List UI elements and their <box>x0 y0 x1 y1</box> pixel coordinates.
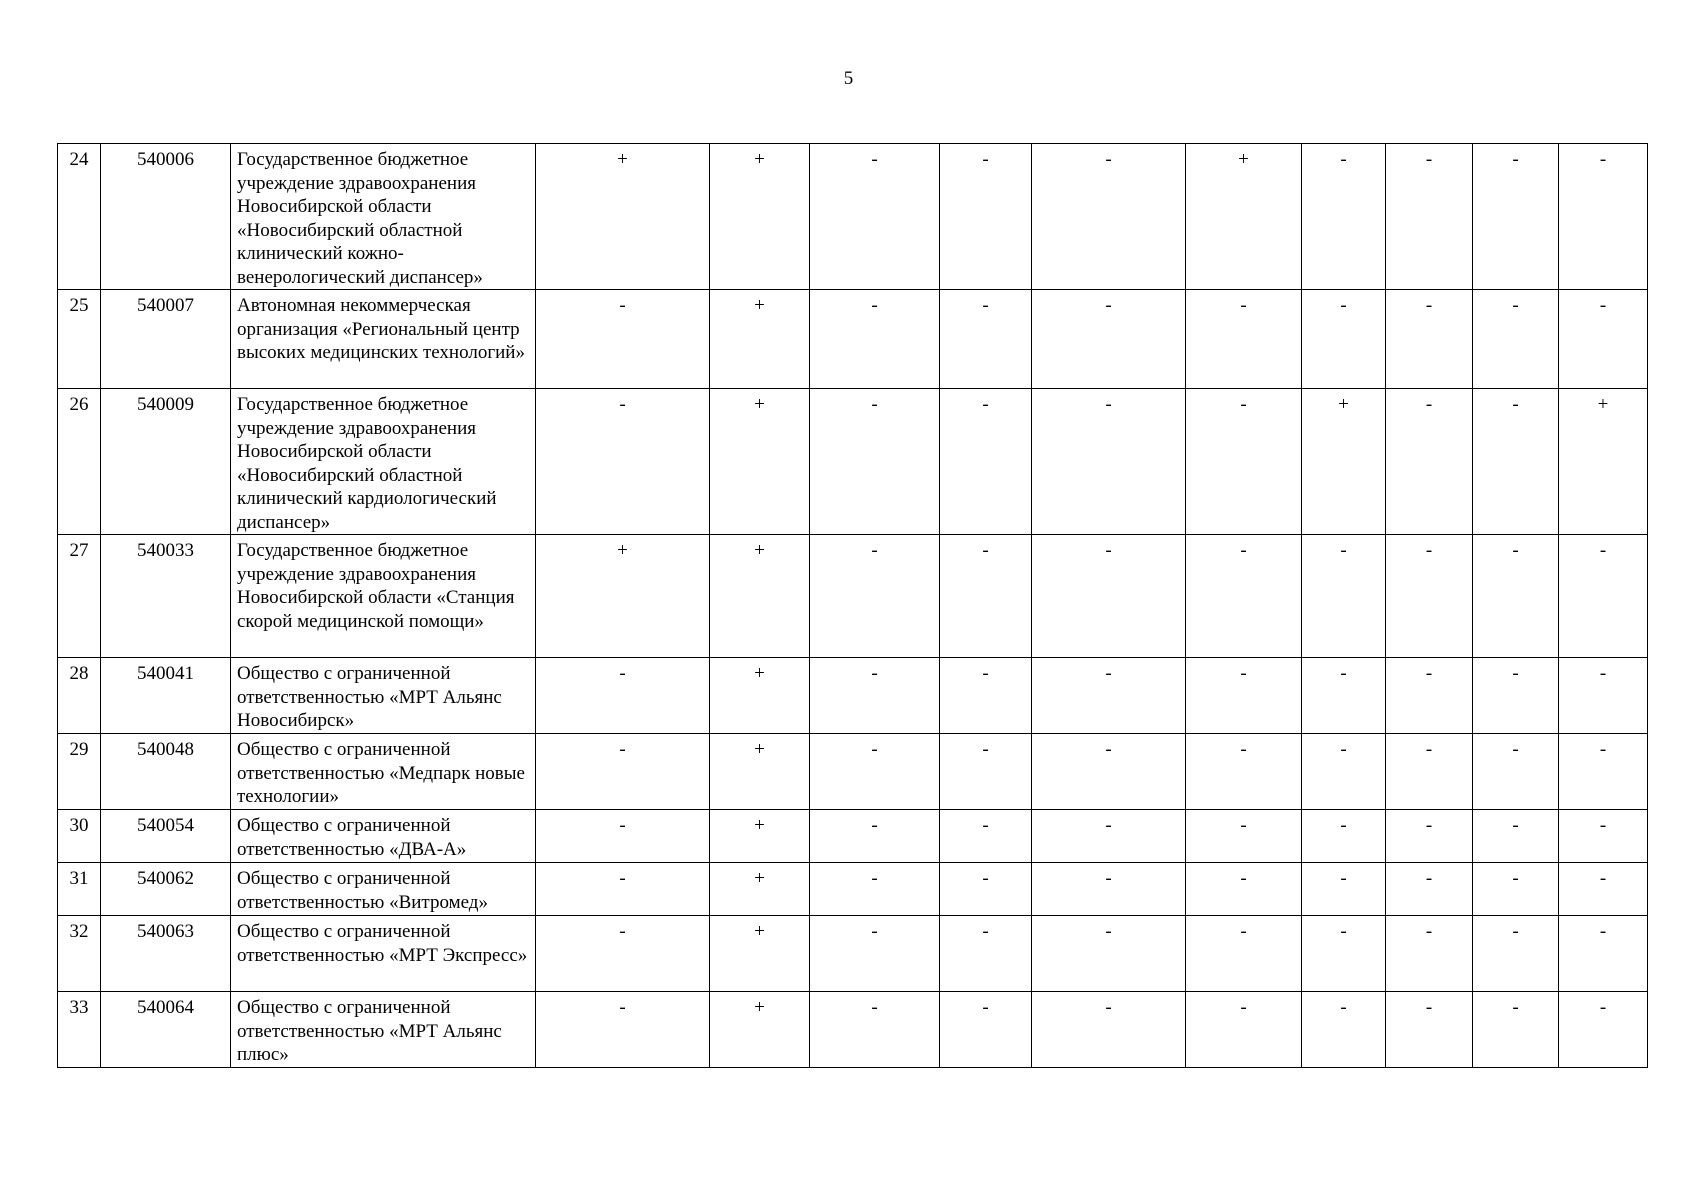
mark-cell-col-9: - <box>1473 144 1559 290</box>
mark-cell-col-9: - <box>1473 535 1559 658</box>
table-row <box>58 290 1648 389</box>
mark-cell-col-7: - <box>1302 658 1386 734</box>
mark-cell-col-5: - <box>1032 863 1186 916</box>
mark-cell-col-8: - <box>1386 290 1473 389</box>
mark-cell-col-2: + <box>710 863 810 916</box>
mark-cell-col-4: - <box>940 290 1032 389</box>
organization-name-cell: Государственное бюджетное учреждение здравоохранения Новосибирской области «Станция скорой медицинской помощи» <box>231 535 536 658</box>
registry-code-cell: 540041 <box>101 658 231 734</box>
mark-cell-col-2: + <box>710 144 810 290</box>
mark-cell-col-2: + <box>710 290 810 389</box>
page-number: 5 <box>843 68 854 89</box>
organization-name-cell: Государственное бюджетное учреждение здравоохранения Новосибирской области «Новосибирский областной клинический кожно-венерологический диспансер» <box>231 144 536 290</box>
mark-cell-col-7: - <box>1302 734 1386 810</box>
mark-cell-col-5: - <box>1032 734 1186 810</box>
mark-cell-col-8: - <box>1386 863 1473 916</box>
mark-cell-col-10: - <box>1559 810 1648 863</box>
mark-cell-col-3: - <box>810 863 940 916</box>
mark-cell-col-10: - <box>1559 916 1648 992</box>
table-row <box>58 535 1648 658</box>
mark-cell-col-3: - <box>810 734 940 810</box>
table-row <box>58 389 1648 535</box>
mark-cell-col-5: - <box>1032 144 1186 290</box>
registry-code-cell: 540063 <box>101 916 231 992</box>
mark-cell-col-6: - <box>1186 863 1302 916</box>
mark-cell-col-9: - <box>1473 916 1559 992</box>
mark-cell-col-1: - <box>536 916 710 992</box>
mark-cell-col-10: - <box>1559 734 1648 810</box>
mark-cell-col-3: - <box>810 290 940 389</box>
mark-cell-col-7: + <box>1302 389 1386 535</box>
mark-cell-col-10: - <box>1559 144 1648 290</box>
registry-code-cell: 540009 <box>101 389 231 535</box>
mark-cell-col-8: - <box>1386 992 1473 1068</box>
row-number-cell: 30 <box>58 810 101 863</box>
mark-cell-col-6: + <box>1186 144 1302 290</box>
mark-cell-col-7: - <box>1302 992 1386 1068</box>
mark-cell-col-6: - <box>1186 992 1302 1068</box>
mark-cell-col-3: - <box>810 658 940 734</box>
mark-cell-col-6: - <box>1186 389 1302 535</box>
organization-name-cell: Общество с ограниченной ответственностью «ДВА-А» <box>231 810 536 863</box>
mark-cell-col-4: - <box>940 992 1032 1068</box>
organization-name-cell: Автономная некоммерческая организация «Региональный центр высоких медицинских технологий» <box>231 290 536 389</box>
mark-cell-col-10: - <box>1559 992 1648 1068</box>
mark-cell-col-6: - <box>1186 290 1302 389</box>
table-row <box>58 916 1648 992</box>
mark-cell-col-10: - <box>1559 535 1648 658</box>
mark-cell-col-7: - <box>1302 863 1386 916</box>
mark-cell-col-6: - <box>1186 916 1302 992</box>
mark-cell-col-5: - <box>1032 290 1186 389</box>
mark-cell-col-5: - <box>1032 658 1186 734</box>
mark-cell-col-2: + <box>710 992 810 1068</box>
medical-organizations-table <box>57 143 1648 1068</box>
mark-cell-col-8: - <box>1386 389 1473 535</box>
row-number-cell: 26 <box>58 389 101 535</box>
organization-name-cell: Общество с ограниченной ответственностью «Медпарк новые технологии» <box>231 734 536 810</box>
mark-cell-col-7: - <box>1302 535 1386 658</box>
mark-cell-col-8: - <box>1386 535 1473 658</box>
mark-cell-col-1: + <box>536 144 710 290</box>
row-number-cell: 31 <box>58 863 101 916</box>
mark-cell-col-6: - <box>1186 810 1302 863</box>
mark-cell-col-3: - <box>810 535 940 658</box>
mark-cell-col-1: - <box>536 658 710 734</box>
mark-cell-col-5: - <box>1032 389 1186 535</box>
registry-code-cell: 540048 <box>101 734 231 810</box>
mark-cell-col-4: - <box>940 144 1032 290</box>
row-number-cell: 33 <box>58 992 101 1068</box>
mark-cell-col-8: - <box>1386 144 1473 290</box>
registry-code-cell: 540033 <box>101 535 231 658</box>
mark-cell-col-5: - <box>1032 535 1186 658</box>
mark-cell-col-9: - <box>1473 992 1559 1068</box>
mark-cell-col-7: - <box>1302 290 1386 389</box>
mark-cell-col-9: - <box>1473 658 1559 734</box>
mark-cell-col-2: + <box>710 389 810 535</box>
table-row <box>58 734 1648 810</box>
registry-code-cell: 540007 <box>101 290 231 389</box>
mark-cell-col-8: - <box>1386 810 1473 863</box>
mark-cell-col-7: - <box>1302 144 1386 290</box>
row-number-cell: 27 <box>58 535 101 658</box>
registry-code-cell: 540062 <box>101 863 231 916</box>
mark-cell-col-4: - <box>940 916 1032 992</box>
mark-cell-col-2: + <box>710 916 810 992</box>
mark-cell-col-4: - <box>940 658 1032 734</box>
mark-cell-col-9: - <box>1473 810 1559 863</box>
organization-name-cell: Общество с ограниченной ответственностью «МРТ Альянс плюс» <box>231 992 536 1068</box>
mark-cell-col-3: - <box>810 389 940 535</box>
mark-cell-col-1: - <box>536 389 710 535</box>
table-row <box>58 144 1648 290</box>
mark-cell-col-4: - <box>940 863 1032 916</box>
row-number-cell: 28 <box>58 658 101 734</box>
mark-cell-col-9: - <box>1473 290 1559 389</box>
organization-name-cell: Общество с ограниченной ответственностью «МРТ Альянс Новосибирск» <box>231 658 536 734</box>
mark-cell-col-3: - <box>810 916 940 992</box>
row-number-cell: 29 <box>58 734 101 810</box>
mark-cell-col-3: - <box>810 992 940 1068</box>
mark-cell-col-4: - <box>940 535 1032 658</box>
table-body <box>58 144 1648 1068</box>
mark-cell-col-1: - <box>536 863 710 916</box>
registry-code-cell: 540006 <box>101 144 231 290</box>
organization-name-cell: Общество с ограниченной ответственностью «МРТ Экспресс» <box>231 916 536 992</box>
mark-cell-col-9: - <box>1473 734 1559 810</box>
mark-cell-col-2: + <box>710 535 810 658</box>
mark-cell-col-10: - <box>1559 290 1648 389</box>
row-number-cell: 32 <box>58 916 101 992</box>
mark-cell-col-3: - <box>810 144 940 290</box>
table-row <box>58 863 1648 916</box>
mark-cell-col-1: - <box>536 734 710 810</box>
mark-cell-col-8: - <box>1386 734 1473 810</box>
mark-cell-col-6: - <box>1186 658 1302 734</box>
mark-cell-col-1: - <box>536 992 710 1068</box>
row-number-cell: 25 <box>58 290 101 389</box>
registry-code-cell: 540054 <box>101 810 231 863</box>
mark-cell-col-2: + <box>710 658 810 734</box>
mark-cell-col-4: - <box>940 734 1032 810</box>
mark-cell-col-7: - <box>1302 916 1386 992</box>
mark-cell-col-6: - <box>1186 734 1302 810</box>
mark-cell-col-6: - <box>1186 535 1302 658</box>
mark-cell-col-3: - <box>810 810 940 863</box>
organization-name-cell: Общество с ограниченной ответственностью «Витромед» <box>231 863 536 916</box>
table-row <box>58 810 1648 863</box>
mark-cell-col-1: - <box>536 810 710 863</box>
registry-code-cell: 540064 <box>101 992 231 1068</box>
mark-cell-col-1: - <box>536 290 710 389</box>
mark-cell-col-5: - <box>1032 916 1186 992</box>
table-row <box>58 658 1648 734</box>
mark-cell-col-1: + <box>536 535 710 658</box>
mark-cell-col-7: - <box>1302 810 1386 863</box>
mark-cell-col-10: - <box>1559 658 1648 734</box>
mark-cell-col-10: - <box>1559 863 1648 916</box>
row-number-cell: 24 <box>58 144 101 290</box>
mark-cell-col-2: + <box>710 810 810 863</box>
mark-cell-col-2: + <box>710 734 810 810</box>
table-row <box>58 992 1648 1068</box>
mark-cell-col-8: - <box>1386 916 1473 992</box>
mark-cell-col-10: + <box>1559 389 1648 535</box>
mark-cell-col-9: - <box>1473 863 1559 916</box>
mark-cell-col-8: - <box>1386 658 1473 734</box>
mark-cell-col-4: - <box>940 389 1032 535</box>
mark-cell-col-4: - <box>940 810 1032 863</box>
organization-name-cell: Государственное бюджетное учреждение здравоохранения Новосибирской области «Новосибирский областной клинический кардиологический диспансер» <box>231 389 536 535</box>
mark-cell-col-5: - <box>1032 992 1186 1068</box>
mark-cell-col-5: - <box>1032 810 1186 863</box>
mark-cell-col-9: - <box>1473 389 1559 535</box>
